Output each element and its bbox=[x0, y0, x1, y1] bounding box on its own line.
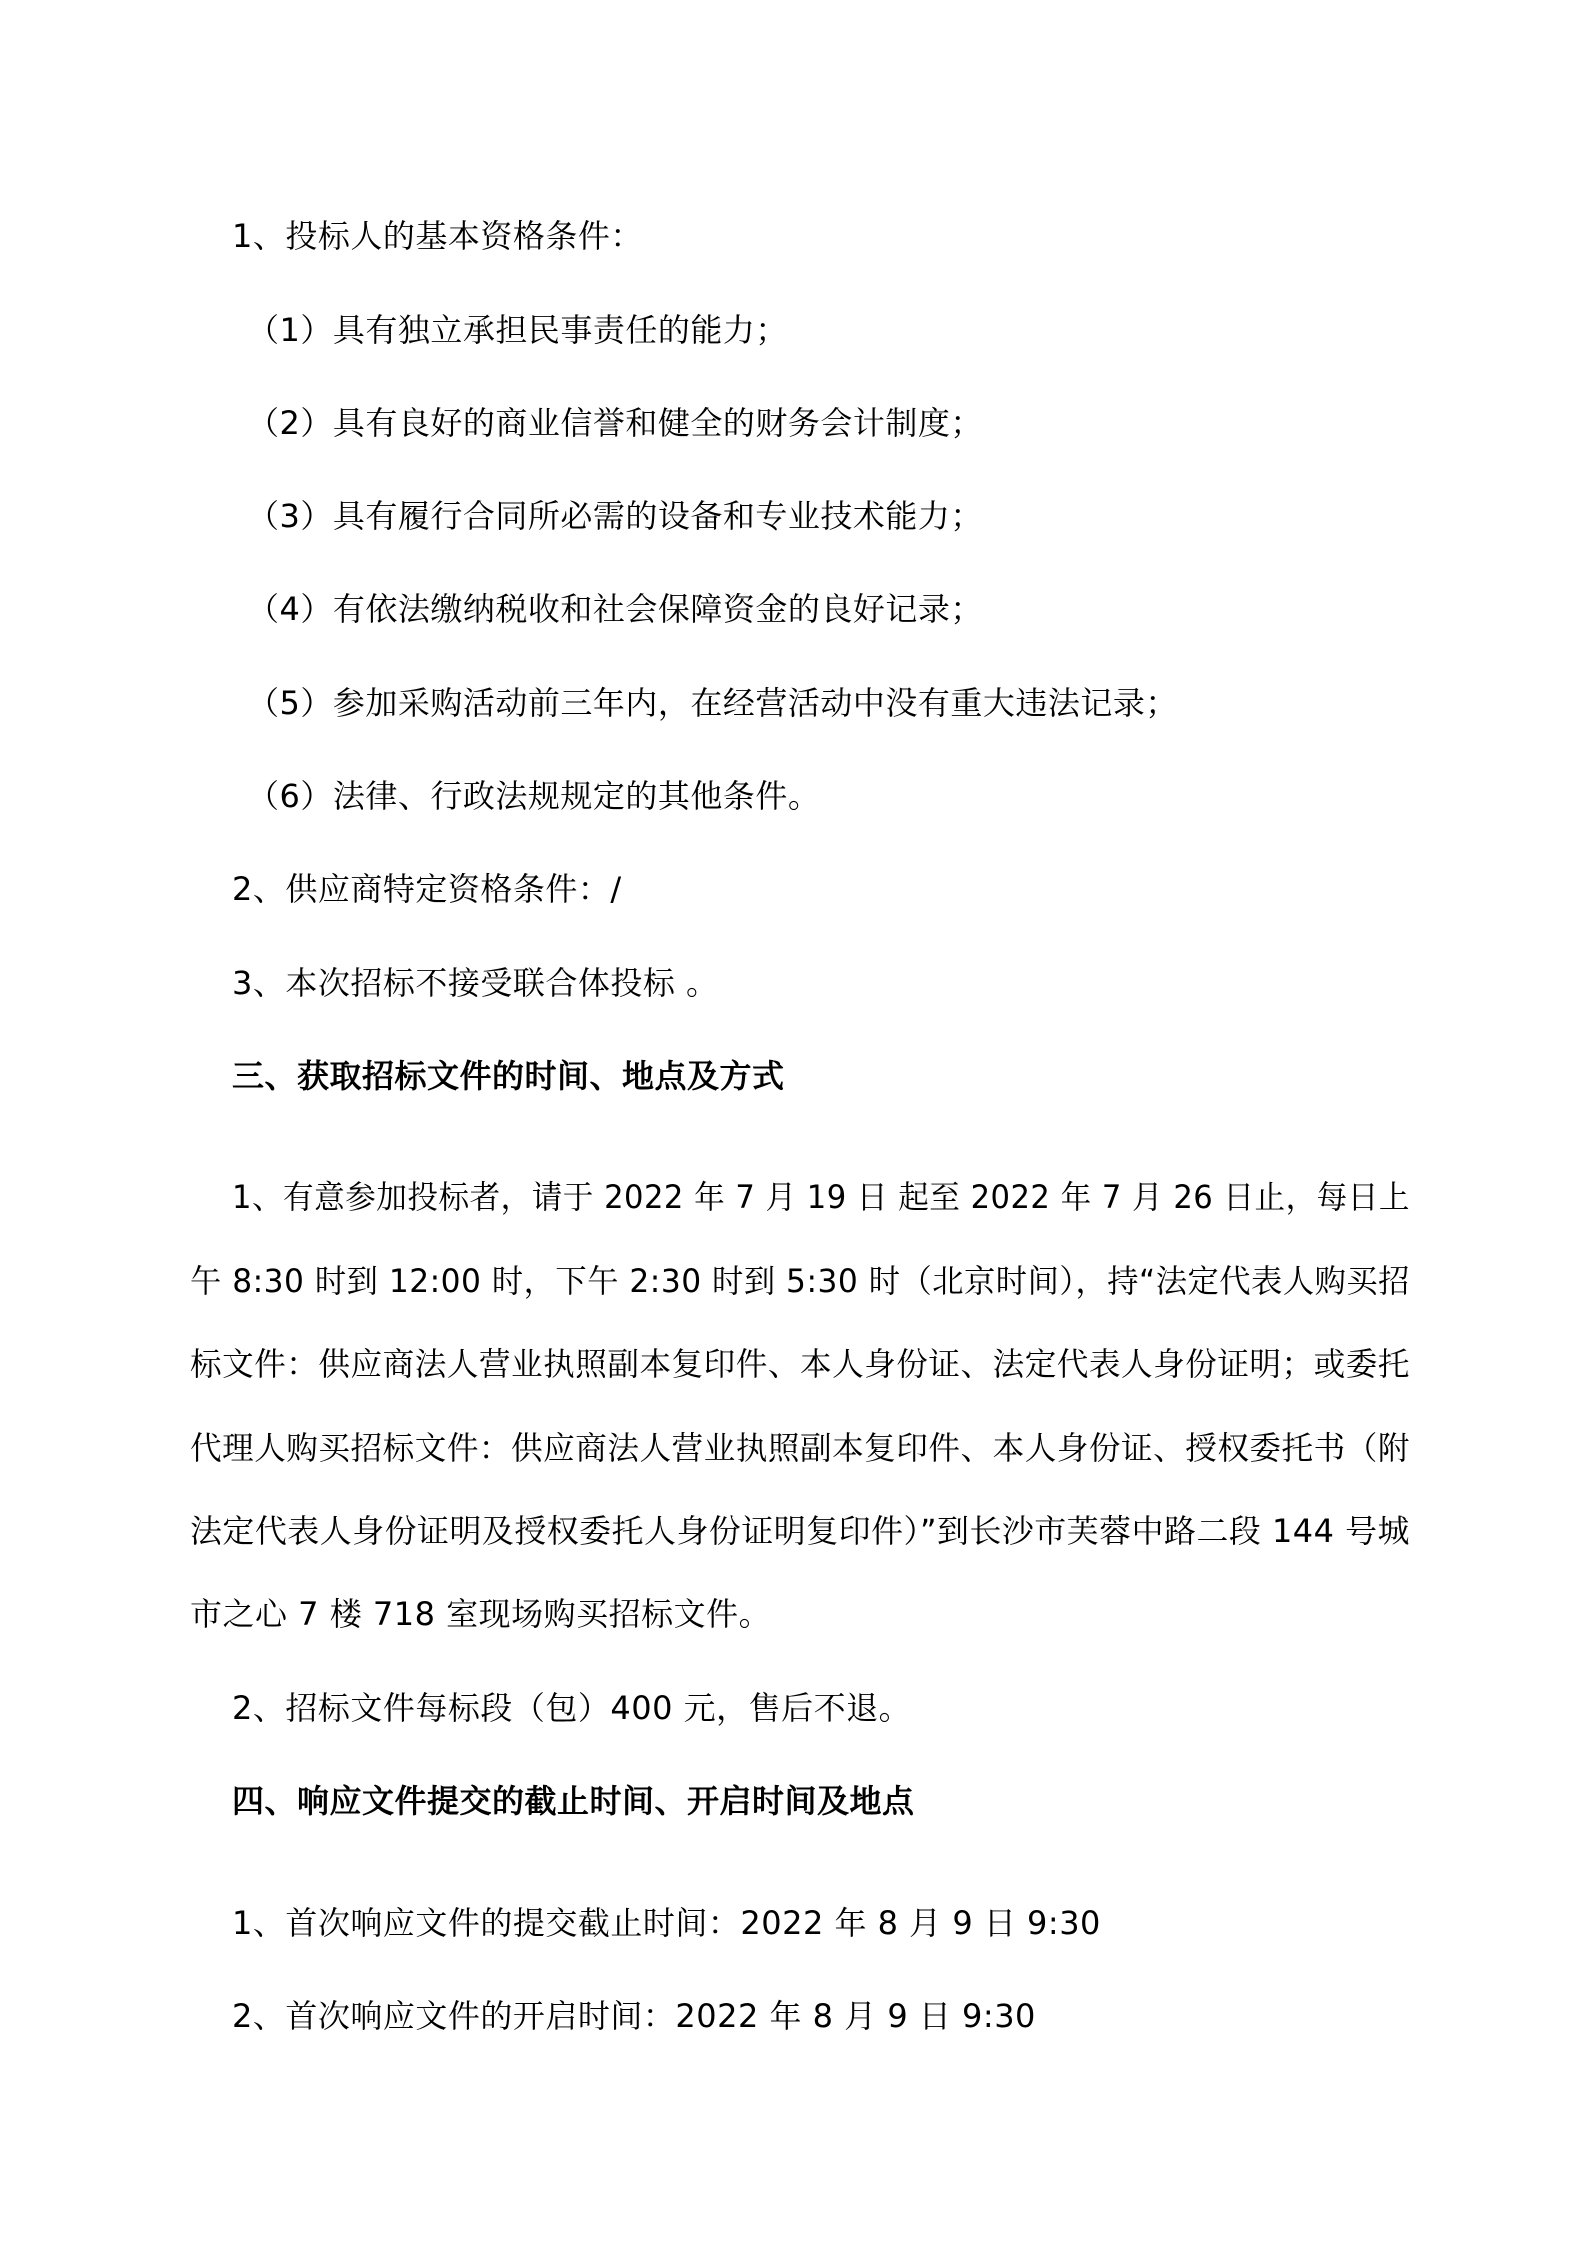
consortium-statement: 3、本次招标不接受联合体投标 。 bbox=[232, 964, 719, 1002]
section-3-para-1-line-6: 市之心 7 楼 718 室现场购买招标文件。 bbox=[190, 1595, 772, 1633]
qualification-item-2: （2）具有良好的商业信誉和健全的财务会计制度； bbox=[247, 404, 983, 442]
section-3-para-1-line-2: 午 8:30 时到 12:00 时，下午 2:30 时到 5:30 时（北京时间），持“法定代表人购买招 bbox=[190, 1262, 1410, 1300]
qualification-item-1: （1）具有独立承担民事责任的能力； bbox=[247, 311, 788, 349]
section-4-deadline: 1、首次响应文件的提交截止时间：2022 年 8 月 9 日 9:30 bbox=[232, 1904, 1101, 1942]
section-4-opening: 2、首次响应文件的开启时间：2022 年 8 月 9 日 9:30 bbox=[232, 1997, 1036, 2035]
section-3-para-2: 2、招标文件每标段（包）400 元，售后不退。 bbox=[232, 1689, 912, 1727]
section-3-para-1-line-5: 法定代表人身份证明及授权委托人身份证明复印件）”到长沙市芙蓉中路二段 144 号城 bbox=[190, 1512, 1410, 1550]
qualification-item-6: （6）法律、行政法规规定的其他条件。 bbox=[247, 777, 821, 815]
qualification-item-4: （4）有依法缴纳税收和社会保障资金的良好记录； bbox=[247, 590, 983, 628]
basic-qualifications-title: 1、投标人的基本资格条件： bbox=[232, 217, 643, 255]
section-3-para-1-line-3: 标文件：供应商法人营业执照副本复印件、本人身份证、法定代表人身份证明；或委托 bbox=[190, 1345, 1410, 1383]
section-4-heading: 四、响应文件提交的截止时间、开启时间及地点 bbox=[232, 1782, 915, 1820]
qualification-item-3: （3）具有履行合同所必需的设备和专业技术能力； bbox=[247, 497, 983, 535]
qualification-item-5: （5）参加采购活动前三年内，在经营活动中没有重大违法记录； bbox=[247, 684, 1178, 722]
section-3-para-1-line-1: 1、有意参加投标者，请于 2022 年 7 月 19 日 起至 2022 年 7 月 26 日止，每日上 bbox=[232, 1178, 1410, 1216]
special-qualifications: 2、供应商特定资格条件：/ bbox=[232, 870, 622, 908]
section-3-heading: 三、获取招标文件的时间、地点及方式 bbox=[232, 1057, 785, 1095]
section-3-para-1-line-4: 代理人购买招标文件：供应商法人营业执照副本复印件、本人身份证、授权委托书（附 bbox=[190, 1429, 1410, 1467]
